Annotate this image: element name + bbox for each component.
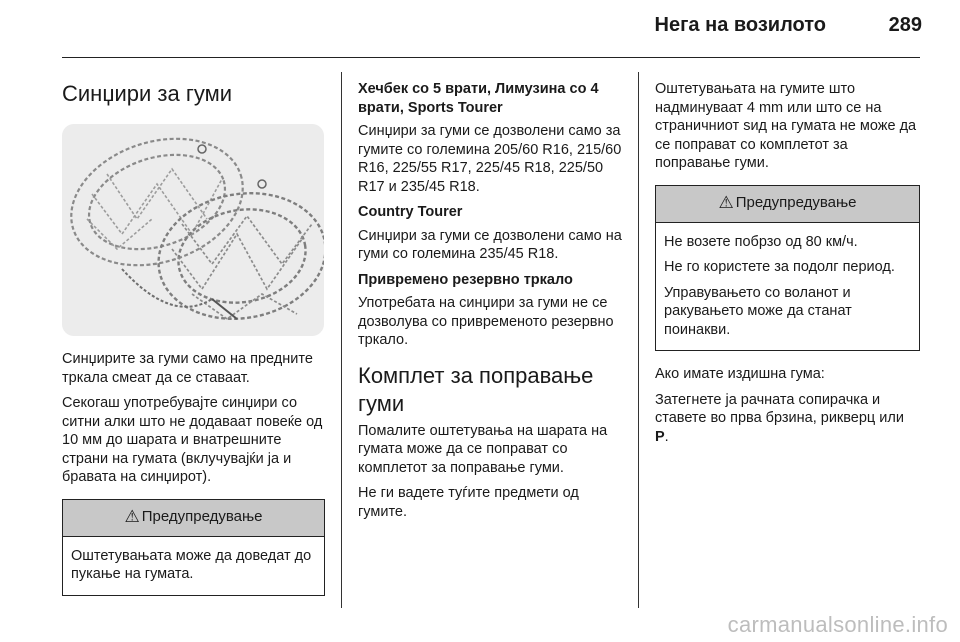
paragraph-repair-kit-intro: Помалите оштетувања на шарата на гумата може да се поправат со комплетот за поправање гуми. bbox=[358, 422, 608, 476]
warning-header bbox=[63, 500, 324, 537]
column-2 bbox=[358, 80, 623, 528]
warning-label: Предупредување bbox=[141, 508, 263, 526]
subhead-hatchback-models: Хечбек со 5 врати, Лимузина со 4 врати, Sports Tourer bbox=[358, 81, 599, 116]
page-number: 289 bbox=[888, 14, 922, 36]
watermark: carmanualsonline.info bbox=[727, 612, 948, 637]
warning-label: Предупредување bbox=[735, 194, 857, 212]
column-3 bbox=[655, 80, 920, 453]
subhead-country-tourer: Country Tourer bbox=[358, 204, 463, 220]
handbrake-text-end: . bbox=[664, 428, 669, 445]
handbrake-text: Затегнете ја рачната сопирачка и ставете во прва брзина, рикверц или bbox=[655, 391, 904, 426]
paragraph-damage-limit: Оштетувањата на гумите што надминуваат 4 mm или што се на страничниот ѕид на гумата не може да се поправат со комплетот за поправање гуми. bbox=[655, 81, 917, 171]
warning-triangle-icon: ⚠ bbox=[124, 507, 140, 527]
paragraph-foreign-objects: Не ги вадете туѓите предмети од гумите. bbox=[358, 485, 579, 520]
warning-body bbox=[656, 223, 919, 351]
column-divider-1 bbox=[341, 72, 342, 608]
warning-item-speed: Не возете побрзо од 80 км/ч. bbox=[664, 233, 858, 250]
gear-p-label: P bbox=[655, 428, 665, 445]
header-rule bbox=[62, 57, 920, 58]
paragraph-chains-fine-link: Секогаш употребувајте синџири со ситни алки што не додаваат повеќе од 10 мм до шарата и внатрешните страни на гумата (вклучувајќи ја и бравата на синџирот). bbox=[62, 395, 323, 485]
paragraph-flat-tire: Ако имате издишна гума: bbox=[655, 366, 825, 382]
paragraph-country-tourer-size: Синџири за гуми се дозволени само на гуми со големина 235/45 R18. bbox=[358, 227, 622, 262]
warning-item-handling: Управувањето со воланот и ракувањето може да станат поинакви. bbox=[664, 284, 852, 338]
column-1 bbox=[62, 80, 325, 596]
warning-text: Оштетувањата може да доведат до пукање на гумата. bbox=[71, 547, 312, 582]
paragraph-temporary-spare: Употребата на синџири за гуми не се дозволува со привременото резервно тркало. bbox=[358, 295, 614, 348]
section-title-tire-chains: Синџири за гуми bbox=[62, 81, 233, 106]
paragraph-handbrake bbox=[655, 391, 920, 447]
warning-box-2 bbox=[655, 185, 920, 352]
warning-triangle-icon: ⚠ bbox=[718, 193, 734, 213]
paragraph-chains-front-wheels: Синџирите за гуми само на предните тркала смеат да се ставаат. bbox=[62, 351, 313, 386]
tire-chains-illustration-icon bbox=[62, 124, 324, 336]
subhead-temporary-spare: Привремено резервно тркало bbox=[358, 271, 573, 288]
warning-item-duration: Не го користете за подолг период. bbox=[664, 259, 895, 275]
page-header-title: Нега на возилото bbox=[654, 14, 826, 36]
column-divider-2 bbox=[638, 72, 639, 608]
paragraph-allowed-sizes: Синџири за гуми се дозволени само за гумите со големина 205/60 R16, 215/60 R16, 225/55 R17, 225/45 R18, 225/50 R17 и 235/45 R18. bbox=[358, 123, 622, 195]
section-title-repair-kit: Комплет за поправање гуми bbox=[358, 362, 594, 416]
warning-header bbox=[656, 186, 919, 223]
warning-body bbox=[63, 537, 324, 595]
warning-box-1 bbox=[62, 499, 325, 596]
